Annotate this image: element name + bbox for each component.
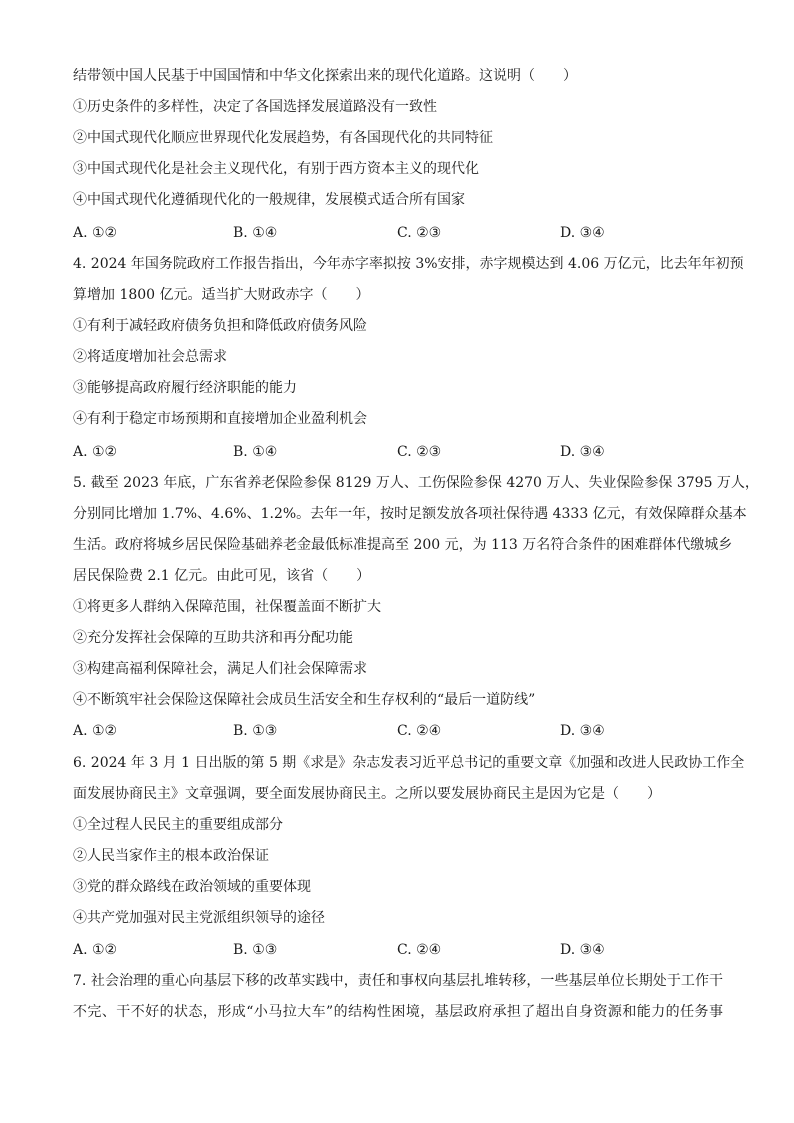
q6-stem-line-1: 6. 2024 年 3 月 1 日出版的第 5 期《求是》杂志发表习近平总书记的重要文章《加强和改进人民政协工作全 xyxy=(73,755,745,771)
q5-option-b: B. ①③ xyxy=(233,723,278,739)
q3-option-d: D. ③④ xyxy=(560,225,605,241)
q5-statement-4: ④不断筑牢社会保险这保障社会成员生活安全和生存权利的“最后一道防线” xyxy=(73,692,536,708)
q5-option-d: D. ③④ xyxy=(560,723,605,739)
q6-statement-3: ③党的群众路线在政治领域的重要体现 xyxy=(73,879,311,895)
q6-statement-1: ①全过程人民民主的重要组成部分 xyxy=(73,817,283,833)
q4-statement-4: ④有利于稳定市场预期和直接增加企业盈利机会 xyxy=(73,411,367,427)
q3-statement-4: ④中国式现代化遵循现代化的一般规律，发展模式适合所有国家 xyxy=(73,192,465,208)
q6-statement-2: ②人民当家作主的根本政治保证 xyxy=(73,848,269,864)
q6-option-b: B. ①③ xyxy=(233,942,278,958)
q4-statement-1: ①有利于减轻政府债务负担和降低政府债务风险 xyxy=(73,318,367,334)
q6-statement-4: ④共产党加强对民主党派组织领导的途径 xyxy=(73,910,325,926)
q4-option-d: D. ③④ xyxy=(560,444,605,460)
q5-stem-line-3: 生活。政府将城乡居民保险基础养老金最低标准提高至 200 元，为 113 万名符合条件的困难群体代缴城乡 xyxy=(73,537,733,553)
q5-statement-3: ③构建高福利保障社会，满足人们社会保障需求 xyxy=(73,661,367,677)
q4-option-b: B. ①④ xyxy=(233,444,278,460)
q3-options xyxy=(73,224,723,242)
q5-statement-1: ①将更多人群纳入保障范围，社保覆盖面不断扩大 xyxy=(73,599,381,615)
q5-options xyxy=(73,722,723,740)
q3-option-a: A. ①② xyxy=(73,225,118,241)
q4-statement-2: ②将适度增加社会总需求 xyxy=(73,349,227,365)
q5-option-a: A. ①② xyxy=(73,723,118,739)
q3-statement-3: ③中国式现代化是社会主义现代化，有别于西方资本主义的现代化 xyxy=(73,161,479,177)
q6-option-a: A. ①② xyxy=(73,942,118,958)
q5-stem-line-2: 分别同比增加 1.7%、4.6%、1.2%。去年一年，按时足额发放各项社保待遇 4333 亿元，有效保障群众基本 xyxy=(73,506,747,522)
q3-statement-2: ②中国式现代化顺应世界现代化发展趋势，有各国现代化的共同特征 xyxy=(73,130,493,146)
q3-stem: 结带领中国人民基于中国国情和中华文化探索出来的现代化道路。这说明（ ） xyxy=(73,68,577,84)
q3-option-b: B. ①④ xyxy=(233,225,278,241)
q4-option-a: A. ①② xyxy=(73,444,118,460)
q4-stem-line-2: 算增加 1800 亿元。适当扩大财政赤字（ ） xyxy=(73,287,370,303)
q4-option-c: C. ②③ xyxy=(397,444,442,460)
q7-stem-line-1: 7. 社会治理的重心向基层下移的改革实践中，责任和事权向基层扎堆转移，一些基层单位长期处于工作干 xyxy=(73,973,723,989)
q6-option-d: D. ③④ xyxy=(560,942,605,958)
q4-stem-line-1: 4. 2024 年国务院政府工作报告指出，今年赤字率拟按 3%安排，赤字规模达到 4.06 万亿元，比去年年初预 xyxy=(73,256,744,272)
q6-option-c: C. ②④ xyxy=(397,942,442,958)
q7-stem-line-2: 不完、干不好的状态，形成“小马拉大车”的结构性困境，基层政府承担了超出自身资源和能力的任务事 xyxy=(73,1004,723,1020)
q4-options xyxy=(73,443,723,461)
q4-statement-3: ③能够提高政府履行经济职能的能力 xyxy=(73,380,297,396)
q3-statement-1: ①历史条件的多样性，决定了各国选择发展道路没有一致性 xyxy=(73,99,437,115)
q6-stem-line-2: 面发展协商民主》文章强调，要全面发展协商民主。之所以要发展协商民主是因为它是（ ） xyxy=(73,786,661,802)
q3-option-c: C. ②③ xyxy=(397,225,442,241)
q5-stem-line-4: 居民保险费 2.1 亿元。由此可见，该省（ ） xyxy=(73,568,371,584)
q5-option-c: C. ②④ xyxy=(397,723,442,739)
q5-statement-2: ②充分发挥社会保障的互助共济和再分配功能 xyxy=(73,630,353,646)
q6-options xyxy=(73,941,723,959)
q5-stem-line-1: 5. 截至 2023 年底，广东省养老保险参保 8129 万人、工伤保险参保 4270 万人、失业保险参保 3795 万人， xyxy=(73,475,759,491)
